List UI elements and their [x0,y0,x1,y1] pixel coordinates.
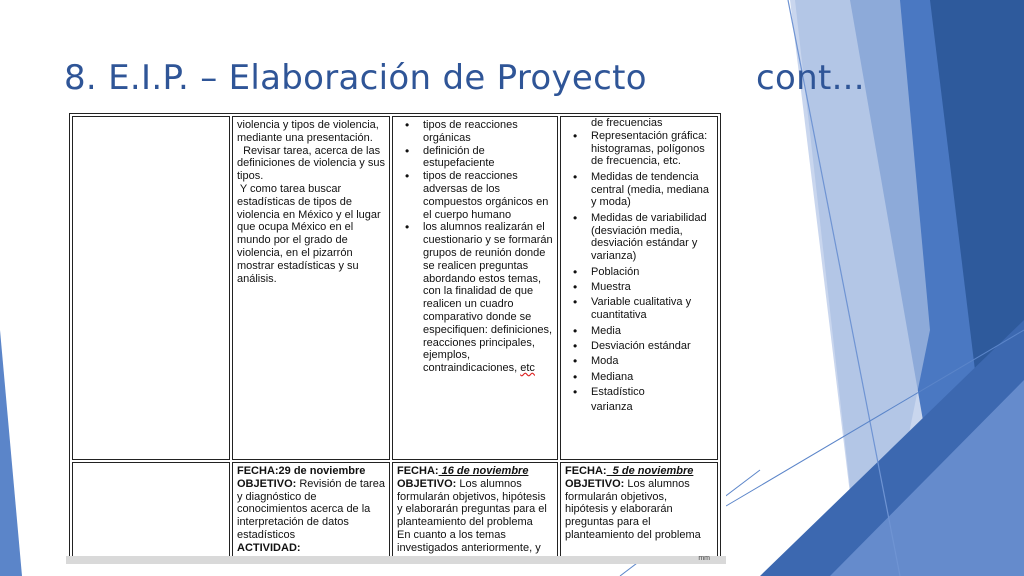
text-line: mostrar estadísticas y su [237,259,359,272]
spellcheck-word: etc [520,362,535,375]
list-item: • Mediana [579,371,713,384]
list-item: • Medidas de variabilidad (desviación media, desviación estándar y varianza) [579,212,713,263]
document-footer-mark: mm [698,555,710,562]
objective-label: OBJETIVO: [397,477,457,490]
document-image [66,110,726,564]
title-continuation: cont... [756,58,865,98]
objective-label: OBJETIVO: [565,477,625,490]
table-row [72,462,718,558]
table-cell-session-16 [392,462,558,558]
text-line: análisis. [237,272,277,285]
extra-text: En cuanto a los temas investigados anteriormente, y [397,528,541,554]
table-cell-activities [232,116,390,460]
list-item-text: los alumnos realizarán el cuestionario y se formarán grupos de reunión donde se realicen preguntas abordando estos temas, con la finalidad de que realicen un cuadro comparativo donde se especifiquen: definiciones, reacciones principales, ejemplos, contraindicaciones, [423,221,553,375]
table-cell-empty [72,116,230,460]
text-line: que ocupa México en el [237,221,354,234]
text-line: tipos. [237,170,264,183]
text-line: Y como tarea buscar [237,182,342,195]
table-cell-empty [72,462,230,558]
list-item: • Desviación estándar [579,340,713,353]
date-label: FECHA: [397,465,439,477]
date-value: 16 de noviembre [438,465,529,477]
objective-body: Los alumnos formularán objetivos, hipótesis y elaborarán preguntas para el planteamiento del problema [397,477,547,529]
objective-text [565,478,713,542]
topics-list [397,119,553,375]
list-item: • Moda [579,355,713,368]
date-heading [397,465,553,478]
text-line: varianza [591,401,633,414]
list-item: • Media [579,325,713,338]
table-cell-session-29 [232,462,390,558]
objective-label: OBJETIVO: [237,477,297,490]
date-label: FECHA: [565,465,607,477]
text-line: mundo por el grado de [237,234,348,247]
list-item: • Representación gráfica: histogramas, polígonos de frecuencia, etc. [579,130,713,168]
text-line: violencia en México y el lugar [237,208,381,221]
text-line: violencia y tipos de violencia, [237,119,379,131]
table-cell-session-5 [560,462,718,558]
list-item: • Población [579,266,713,279]
title-main: 8. E.I.P. – Elaboración de Proyecto [64,58,647,98]
list-item: • Medidas de tendencia central (media, mediana y moda) [579,171,713,209]
deco-left-wedge [0,330,22,576]
document-footer-strip [66,556,726,564]
objective-body: Revisión de tarea y diagnóstico de conocimientos acerca de la interpretación de datos estadísticos [237,477,385,541]
statistics-list [565,130,713,399]
list-item: • Estadístico [579,386,713,399]
project-table [69,113,721,561]
text-line: mediante una presentación. [237,131,373,144]
activity-label: ACTIVIDAD: [237,541,301,554]
text-line: estadísticas de tipos de [237,195,352,208]
table-cell-statistics [560,116,718,460]
list-item: • Variable cualitativa y cuantitativa [579,296,713,322]
date-heading [565,465,713,478]
date-heading: FECHA:29 de noviembre [237,465,366,477]
list-item: • tipos de reacciones orgánicas [411,119,553,145]
text-line: de frecuencias [591,117,663,129]
list-item [411,221,553,375]
list-item: • tipos de reacciones adversas de los compuestos orgánicos en el cuerpo humano [411,170,553,221]
list-item: • definición de estupefaciente [411,145,553,171]
list-item: • Muestra [579,281,713,294]
text-line: violencia, en el pizarrón [237,246,353,259]
table-cell-topics [392,116,558,460]
objective-body: Los alumnos formularán objetivos, hipótesis y elaborarán preguntas para el planteamiento del problema [565,477,701,541]
date-value: 5 de noviembre [606,465,694,477]
text-line: definiciones de violencia y sus [237,157,385,170]
objective-text [397,478,553,529]
table-row [72,116,718,460]
text-line: Revisar tarea, acerca de las [237,144,381,157]
objective-text [237,478,385,542]
slide-title [64,58,865,102]
